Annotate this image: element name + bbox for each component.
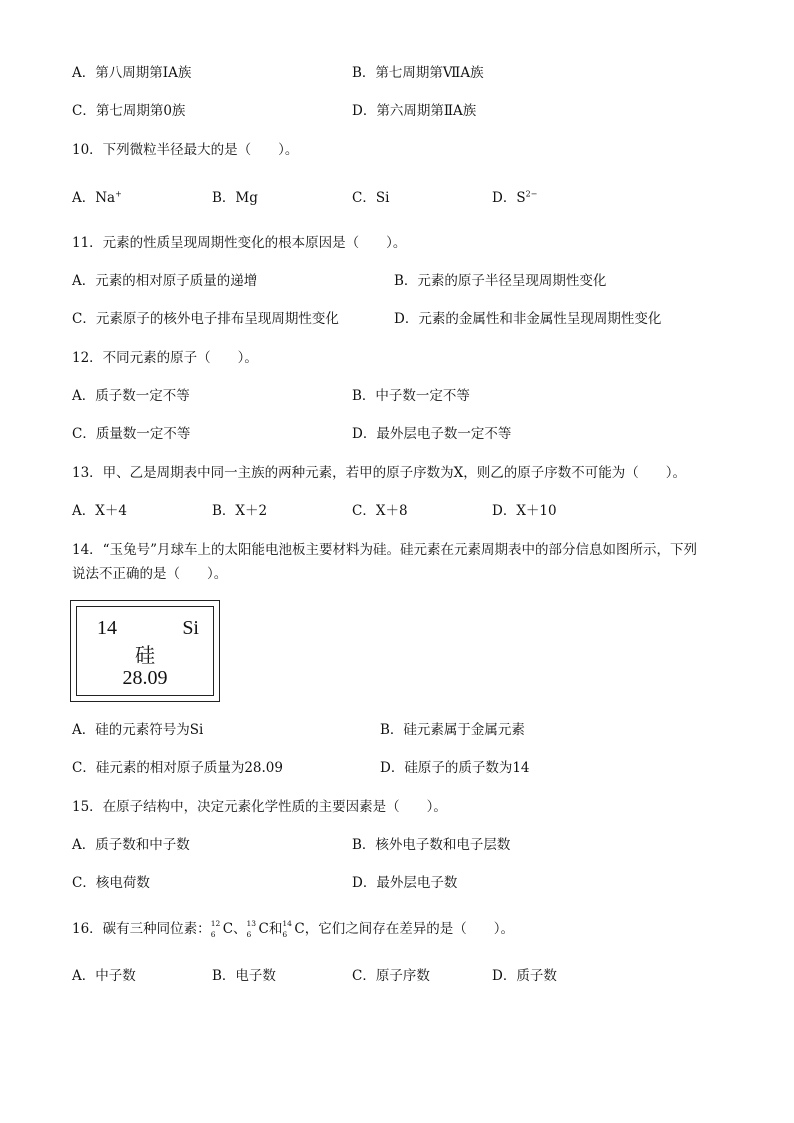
q16-stem-row — [0, 919, 794, 939]
q9-option-c: C．第七周期第0族 — [72, 103, 186, 119]
isotope-c12 — [211, 919, 223, 939]
q9-option-b: B．第七周期第ⅦA族 — [352, 65, 484, 81]
q9-options-row-2 — [0, 101, 794, 121]
q11-options-row-1 — [0, 271, 794, 291]
isotope-c14 — [282, 919, 294, 939]
q15-option-a: A．质子数和中子数 — [72, 837, 190, 853]
q10-option-d-charge: 2− — [525, 189, 538, 199]
q11-stem-row — [0, 233, 794, 253]
q12-options-row-1 — [0, 386, 794, 406]
element-card-name: 硅 — [135, 643, 155, 667]
q13-option-c: C．X＋8 — [352, 503, 408, 519]
q15-option-c: C．核电荷数 — [72, 875, 150, 891]
q14-stem-row-2 — [0, 564, 794, 584]
q14-options-row-1 — [0, 720, 794, 740]
q12-option-d: D．最外层电子数一定不等 — [352, 426, 512, 442]
isotope-c12-mass: 12 — [210, 919, 221, 928]
q15-stem: 15．在原子结构中，决定元素化学性质的主要因素是（ ）。 — [72, 799, 447, 815]
q14-stem-line-1: 14．“玉兔号”月球车上的太阳能电池板主要材料为硅。硅元素在元素周期表中的部分信息如图所示，下列 — [72, 542, 697, 558]
element-card-inner — [76, 606, 214, 696]
isotope-c14-z: 6 — [282, 930, 288, 939]
q11-option-c: C．元素原子的核外电子排布呈现周期性变化 — [72, 311, 339, 327]
q16-option-a: A．中子数 — [72, 968, 136, 984]
q16-option-d: D．质子数 — [492, 968, 557, 984]
q10-stem-row — [0, 140, 794, 160]
q12-stem: 12．不同元素的原子（ ）。 — [72, 350, 258, 366]
q13-option-a: A．X＋4 — [72, 503, 127, 519]
isotope-c13 — [247, 919, 259, 939]
q10-options-row — [0, 188, 794, 208]
q13-options-row — [0, 501, 794, 521]
q10-option-a-text: A．Na — [72, 190, 116, 206]
q11-stem: 11．元素的性质呈现周期性变化的根本原因是（ ）。 — [72, 235, 407, 251]
q12-option-c: C．质量数一定不等 — [72, 426, 191, 442]
q13-option-d: D．X＋10 — [492, 503, 557, 519]
element-card-number: 14 — [97, 617, 117, 639]
q11-options-row-2 — [0, 309, 794, 329]
element-card — [70, 600, 220, 702]
q14-option-c: C．硅元素的相对原子质量为28.09 — [72, 760, 283, 776]
q10-option-a-charge: + — [115, 189, 122, 199]
q16-stem-suffix: ，它们之间存在差异的是（ ）。 — [304, 921, 514, 937]
q10-option-a — [72, 188, 122, 208]
q13-stem: 13．甲、乙是周期表中同一主族的两种元素，若甲的原子序数为X，则乙的原子序数不可能为（ ）。 — [72, 465, 687, 481]
q10-option-d-text: D．S — [492, 190, 526, 206]
q12-options-row-2 — [0, 424, 794, 444]
q9-option-a: A．第八周期第ⅠA族 — [72, 65, 192, 81]
isotope-c12-symbol: C — [222, 921, 234, 937]
q16-stem — [72, 919, 514, 939]
q10-option-d — [492, 188, 537, 208]
element-card-mass: 28.09 — [122, 667, 168, 689]
isotope-c14-symbol: C — [294, 921, 305, 937]
q16-option-b: B．电子数 — [212, 968, 276, 984]
q14-option-a: A．硅的元素符号为Si — [72, 722, 204, 738]
q16-stem-prefix: 16．碳有三种同位素： — [72, 921, 211, 937]
q11-option-d: D．元素的金属性和非金属性呈现周期性变化 — [394, 311, 662, 327]
q12-option-a: A．质子数一定不等 — [72, 388, 190, 404]
q15-options-row-1 — [0, 835, 794, 855]
q13-option-b: B．X＋2 — [212, 503, 268, 519]
q15-option-b: B．核外电子数和电子层数 — [352, 837, 511, 853]
isotope-c13-symbol: C — [258, 921, 269, 937]
q14-stem-line-2: 说法不正确的是（ ）。 — [72, 566, 228, 582]
q11-option-a: A．元素的相对原子质量的递增 — [72, 273, 258, 289]
q14-options-row-2 — [0, 758, 794, 778]
q16-options-row — [0, 966, 794, 986]
q9-options-row-1 — [0, 63, 794, 83]
q14-option-d: D．硅原子的质子数为14 — [380, 760, 530, 776]
q16-sep-2: 和 — [268, 921, 283, 937]
q15-option-d: D．最外层电子数 — [352, 875, 458, 891]
isotope-c13-mass: 13 — [246, 919, 257, 928]
isotope-c12-z: 6 — [210, 930, 216, 939]
q12-stem-row — [0, 348, 794, 368]
q15-stem-row — [0, 797, 794, 817]
isotope-c13-z: 6 — [246, 930, 252, 939]
isotope-c14-mass: 14 — [282, 919, 292, 928]
q10-stem: 10．下列微粒半径最大的是（ ）。 — [72, 142, 299, 158]
q14-stem-row-1 — [0, 540, 794, 560]
q16-sep-1: 、 — [233, 921, 247, 937]
element-card-symbol: Si — [182, 617, 199, 639]
q14-option-b: B．硅元素属于金属元素 — [380, 722, 525, 738]
q10-option-c: C．Si — [352, 190, 390, 206]
q9-option-d: D．第六周期第ⅡA族 — [352, 103, 477, 119]
q15-options-row-2 — [0, 873, 794, 893]
q10-option-b: B．Mg — [212, 190, 258, 206]
q13-stem-row — [0, 463, 794, 483]
q16-option-c: C．原子序数 — [352, 968, 430, 984]
q11-option-b: B．元素的原子半径呈现周期性变化 — [394, 273, 607, 289]
q12-option-b: B．中子数一定不等 — [352, 388, 470, 404]
